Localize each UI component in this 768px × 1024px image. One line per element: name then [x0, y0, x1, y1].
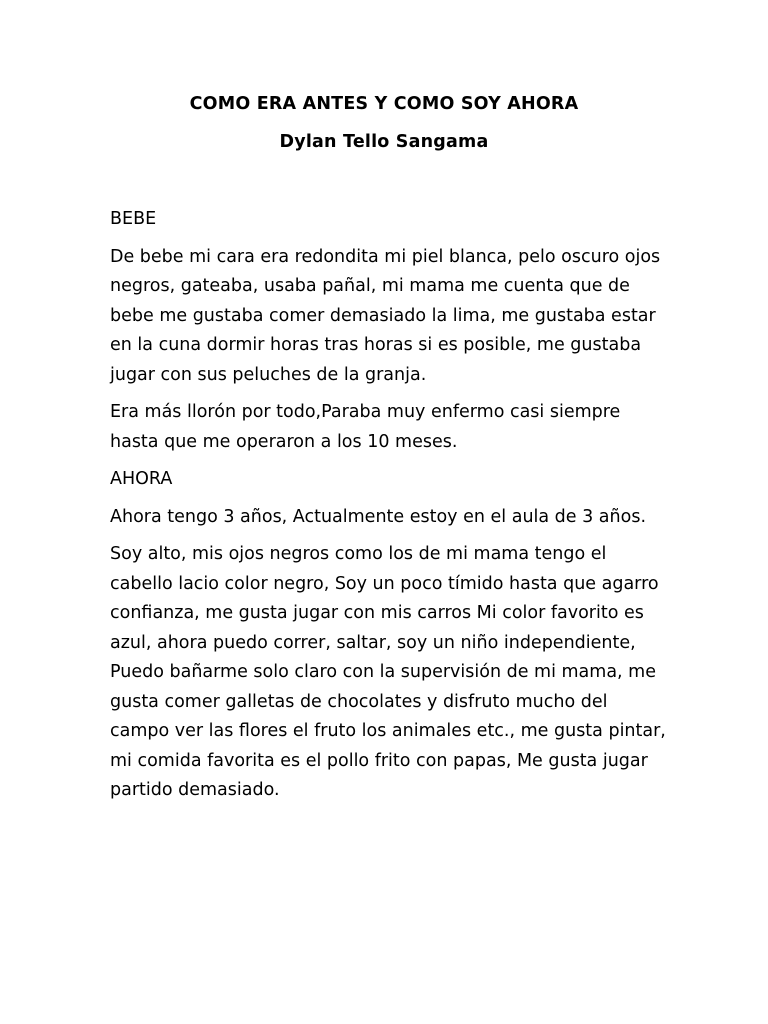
paragraph-bebe-1: De bebe mi cara era redondita mi piel blanca, pelo oscuro ojos negros, gateaba, usaba pañal, mi mama me cuenta que de bebe me gustaba comer demasiado la lima, me gustaba estar en la cuna dormir horas tras horas si es posible, me gustaba jugar con sus peluches de la granja. — [110, 246, 661, 385]
document-author: Dylan Tello Sangama — [279, 132, 489, 152]
section-heading-bebe: BEBE — [110, 209, 157, 229]
paragraph-ahora-1: Ahora tengo 3 años, Actualmente estoy en el aula de 3 años. — [110, 506, 647, 527]
paragraph-bebe-2: Era más llorón por todo,Paraba muy enfermo casi siempre hasta que me operaron a los 10 meses. — [110, 402, 621, 452]
section-heading-ahora: AHORA — [110, 469, 173, 489]
document-body — [110, 205, 670, 814]
paragraph-ahora-2: Soy alto, mis ojos negros como los de mi mama tengo el cabello lacio color negro, Soy un poco tímido hasta que agarro confianza, me gusta jugar con mis carros Mi color favorito es azul, ahora puedo correr, saltar, soy un niño independiente, Puedo bañarme solo claro con la supervisión de mi mama, me gusta comer galletas de chocolates y disfruto mucho del campo ver las flores el fruto los animales etc., me gusta pintar, mi comida favorita es el pollo frito con papas, Me gusta jugar partido demasiado. — [110, 544, 666, 800]
document-title: COMO ERA ANTES Y COMO SOY AHORA — [189, 94, 579, 114]
